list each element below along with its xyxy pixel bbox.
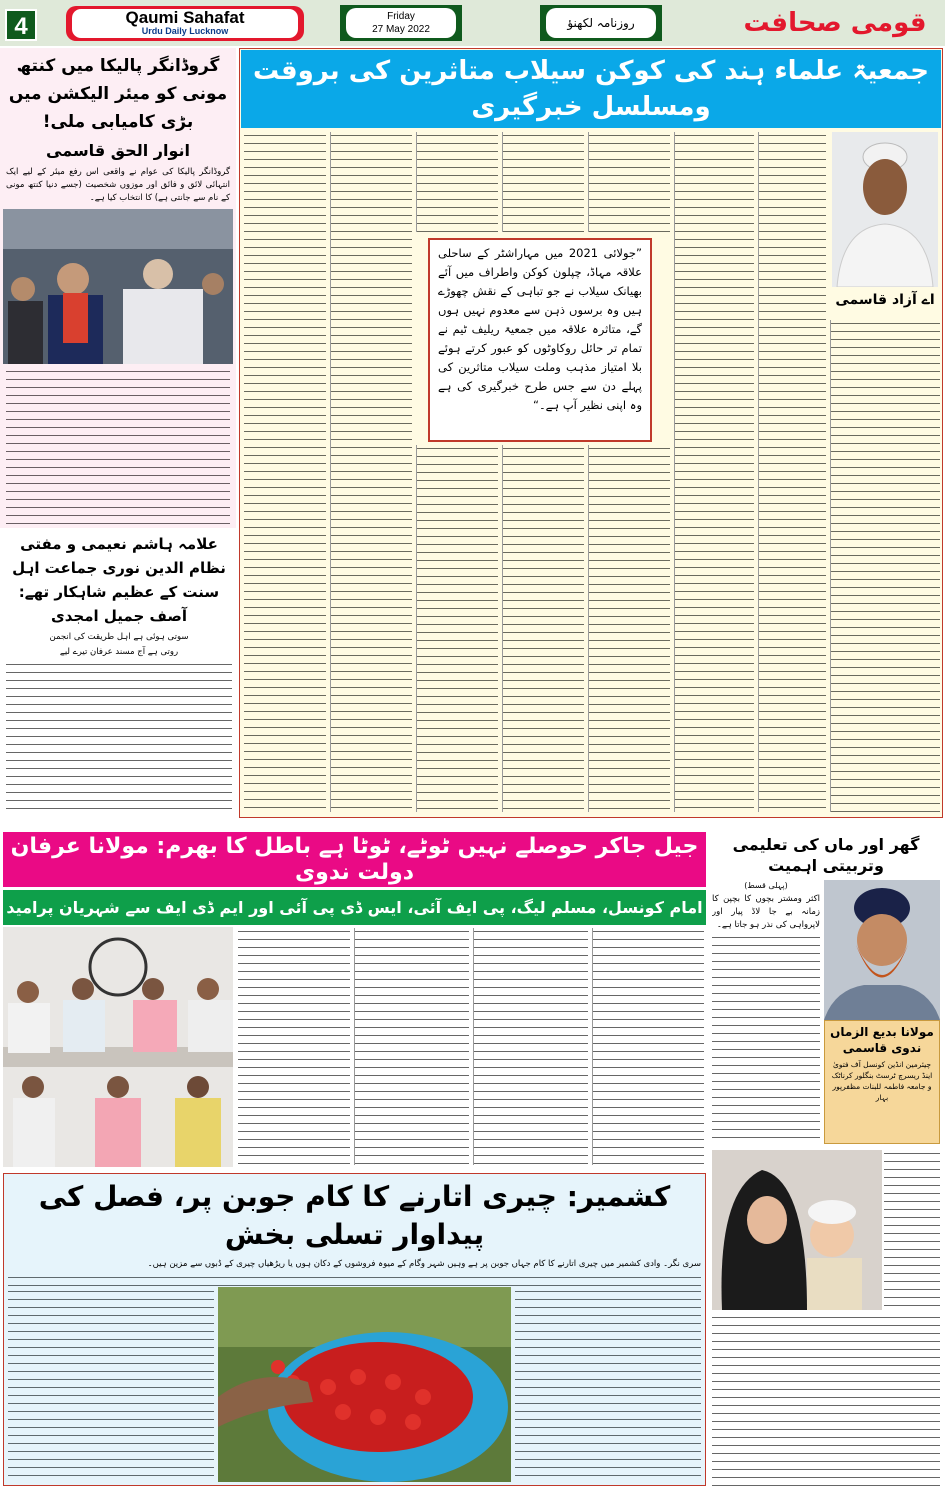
second-body-col-2 xyxy=(354,928,469,1165)
right-body-mid xyxy=(712,1146,940,1148)
city-label: روزنامہ لکھنؤ xyxy=(546,8,656,38)
second-body-col-1 xyxy=(238,928,350,1165)
kashmir-headline: کشمیر: چیری اتارنے کا کام جوبن پر، فصل کی پیداوار تسلی بخش xyxy=(38,1180,671,1251)
date-box xyxy=(340,5,462,41)
main-body-col-1 xyxy=(244,132,326,812)
verse-1: سوتی ہوئی ہے اہل طریقت کی انجمن xyxy=(49,632,189,642)
main-headline: جمعیۃ علماء ہند کی کوکن سیلاب متاثرین کی بروقت ومسلسل خبرگیری xyxy=(241,50,941,128)
masthead-title: Qaumi Sahafat xyxy=(125,8,245,27)
right-lead: اکثر ومشتر بچوں کا بچپن کا زمانہ بے جا لاڈ پیار اور لاپرواہی کی نذر ہو جاتا ہے۔ xyxy=(712,894,820,930)
main-body-col-2 xyxy=(330,132,412,812)
main-body-col-8 xyxy=(830,320,940,812)
meeting-photo xyxy=(3,927,233,1167)
author-caption: اے آزاد قاسمی xyxy=(835,292,935,308)
main-body-col-3b xyxy=(416,445,498,812)
second-body-col-4 xyxy=(592,928,704,1165)
left-top-body-text xyxy=(6,368,230,524)
pull-quote: ”جولائی 2021 میں مہاراشٹر کے ساحلی علاقہ مہاڈ، چپلون کوکن واطراف میں آئے بھیانک سیلاب نے جو تباہی کے نقش چھوڑے ہیں وہ برسوں ذہن سے معدوم نہیں ہوں گے، متاثرہ علاقہ میں جمعیۃ ریلیف ٹیم نے تمام تر حائل روکاوٹوں کو عبور کرتے ہوئے بلا امتیاز مذہب وملت سیلاب متاثرین کی پہلے دن سے جس طرح خبرگیری کی ہے وہ اپنی نظیر آپ ہے۔“ xyxy=(428,238,652,442)
scholar-name: مولانا بدیع الزماں ندوی قاسمی xyxy=(830,1025,934,1055)
kashmir-body-col-right xyxy=(515,1288,701,1483)
masthead xyxy=(66,6,304,41)
left-top-byline: انوار الحق قاسمی xyxy=(46,141,190,160)
right-headline: گھر اور ماں کی تعلیمی وتربیتی اہمیت xyxy=(732,835,920,875)
left-top-lead: گروڈانگر پالیکا کی عوام نے واقعی اس رفع میئر کے لیے ایک انتہائی لائق و فائق اور موزوں شخصیت (جسے دنیا کنتھ مونی کے نام سے جانتی ہے) کا انتخاب کیا ہے۔ xyxy=(6,167,230,203)
kashmir-lead: سری نگر۔ وادی کشمیر میں چیری اتارنے کا کام جہاں جوبن پر ہے وہیں شہر وگام کے میوہ فروشوں کے دکان ہوں یا ریڑھیاں چیری کے ڈبوں سے مزین ہیں۔ xyxy=(147,1259,701,1269)
kashmir-body-col-left xyxy=(8,1288,214,1483)
cherry-photo xyxy=(218,1287,511,1482)
second-body-col-3 xyxy=(473,928,588,1165)
right-body-bottom xyxy=(712,1314,940,1486)
installment-label: (پہلی قسط) xyxy=(744,881,788,890)
mother-child-photo xyxy=(712,1150,882,1310)
author-photo xyxy=(832,132,938,287)
main-body-col-4b xyxy=(502,445,584,812)
left-bottom-body-text xyxy=(6,661,232,816)
city-box xyxy=(540,5,662,41)
main-body-col-4 xyxy=(502,132,584,232)
verse-2: روتی ہے آج مسند عرفان تیرے لیے xyxy=(59,647,179,657)
right-left-column xyxy=(712,880,820,1144)
main-body-col-7 xyxy=(758,132,826,812)
scholar-photo xyxy=(824,880,940,1020)
second-subheadline: امام کونسل، مسلم لیگ، پی ایف آئی، ایس ڈی پی آئی اور ایم ڈی ایف سے شہریان پرامید xyxy=(3,890,706,925)
left-top-article xyxy=(0,48,236,528)
left-bottom-headline: علامہ ہاشم نعیمی و مفتی نظام الدین نوری جماعت اہل سنت کے عظیم شاہکار تھے: آصف جمیل امجدی xyxy=(12,535,226,625)
main-body-col-3 xyxy=(416,132,498,232)
right-body-col-1 xyxy=(712,934,820,1144)
scholar-title: چیئرمین انڈین کونسل آف فتویٰ اینڈ ریسرچ ٹرسٹ بنگلور کرناٹک و جامعہ فاطمہ للبنات مظفرپور بہار xyxy=(831,1060,933,1102)
day: Friday xyxy=(387,11,415,22)
masthead-subtitle: Urdu Daily Lucknow xyxy=(141,26,229,36)
right-body-col-2 xyxy=(884,1150,940,1310)
election-photo xyxy=(3,209,233,364)
date: 27 May 2022 xyxy=(372,24,430,35)
second-headline: جیل جاکر حوصلے نہیں ٹوٹے، ٹوٹا ہے باطل کا بھرم: مولانا عرفان دولت ندوی xyxy=(3,832,706,887)
main-body-col-5b xyxy=(588,445,670,812)
page-number: 4 xyxy=(5,9,37,41)
main-body-col-5 xyxy=(588,132,670,232)
left-bottom-article xyxy=(4,532,234,816)
scholar-caption-box xyxy=(824,1020,940,1144)
left-top-headline: گروڈانگر پالیکا میں کنتھ مونی کو میئر الیکشن میں بڑی کامیابی ملی! xyxy=(8,56,228,132)
kashmir-body-top xyxy=(8,1274,701,1286)
main-body-col-6 xyxy=(674,132,754,812)
paper-title-urdu: قومی صحافت xyxy=(743,8,927,38)
